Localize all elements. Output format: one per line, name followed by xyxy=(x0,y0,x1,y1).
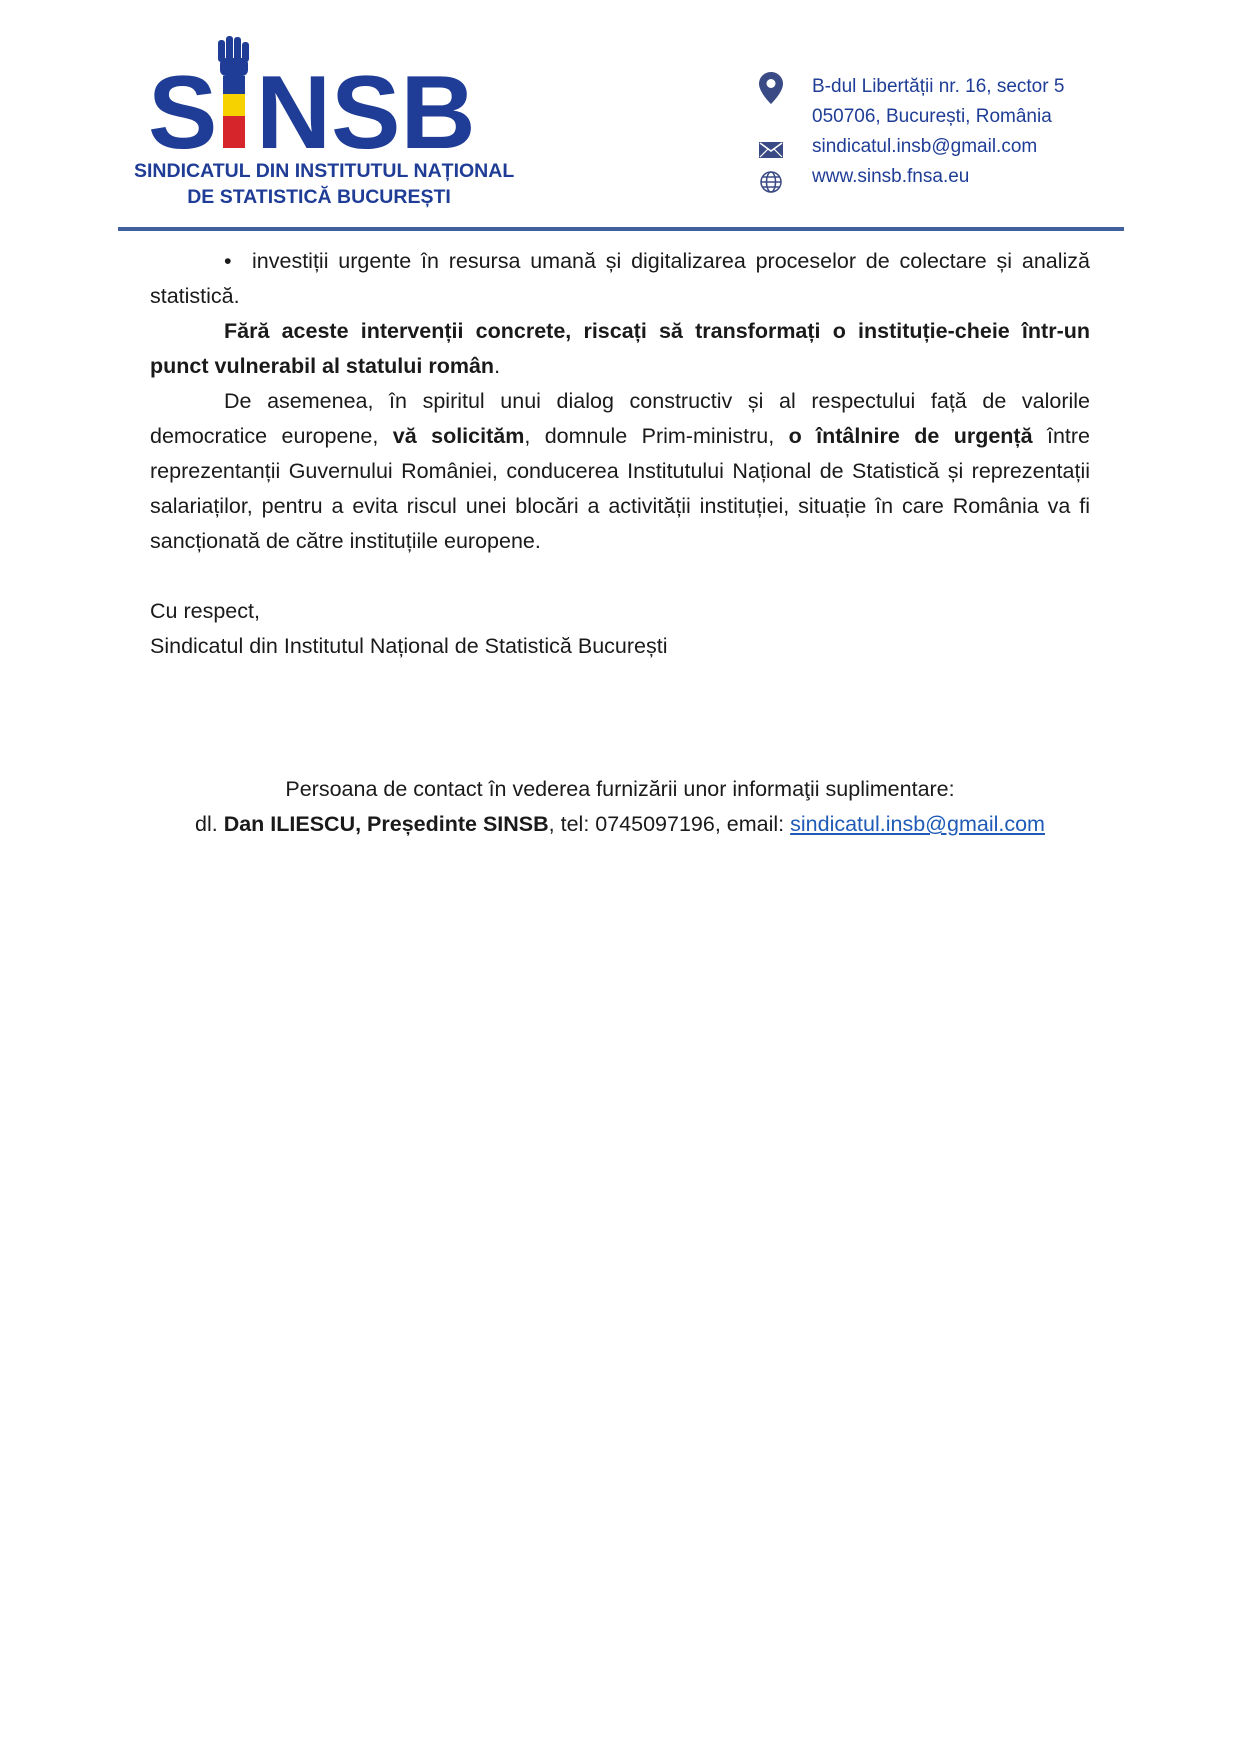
bullet-text: investiții urgente în resursa umană și digitalizarea proceselor de colectare și analiză statistică. xyxy=(150,249,1090,308)
fist-icon xyxy=(218,36,249,148)
request-text-a: De asemenea, în spiritul unui dialog constructiv și al respectului față de valorile democratice europene, xyxy=(150,389,1090,448)
letter-body xyxy=(150,244,1090,664)
location-pin-icon xyxy=(756,72,786,104)
svg-text:S: S xyxy=(148,55,218,154)
logo-wordmark xyxy=(148,34,488,154)
bullet-symbol: • xyxy=(224,249,232,273)
contact-details xyxy=(150,807,1090,842)
globe-icon xyxy=(756,170,786,194)
warning-bold: Fără aceste intervenții concrete, riscați să transformați o instituție-cheie într-un punct vulnerabil al statului român xyxy=(150,319,1090,378)
paragraph-warning xyxy=(150,314,1090,384)
request-bold-1: vă solicităm xyxy=(392,424,525,448)
contact-phone: , tel: 0745097196, email: xyxy=(548,812,791,836)
address-line1: B-dul Libertății nr. 16, sector 5 xyxy=(812,76,1065,97)
request-bold-2: o întâlnire de urgență xyxy=(788,424,1033,448)
request-text-c: între reprezentanții Guvernului României, conducerea Institutului Național de Statistică și reprezentații salariaților, pentru a evita riscul unei blocări a activității instituției, situație în care România va fi sancționată de către instituțiile europene. xyxy=(150,424,1091,553)
contact-name: Dan ILIESCU, Președinte SINSB xyxy=(223,812,549,836)
logo-subtitle-line1: SINDICATUL DIN INSTITUTUL NAȚIONAL xyxy=(134,160,515,182)
logo-subtitle-line2: DE STATISTICĂ BUCUREȘTI xyxy=(187,186,451,208)
request-text-b: , domnule Prim-ministru, xyxy=(524,424,789,448)
contact-prefix: dl. xyxy=(195,812,224,836)
contact-person xyxy=(150,772,1090,842)
address-line2: 050706, București, România xyxy=(812,106,1052,127)
contact-intro: Persoana de contact în vederea furnizării unor informaţii suplimentare: xyxy=(285,777,955,801)
closing: Cu respect, xyxy=(150,599,260,623)
header-divider xyxy=(118,227,1124,231)
contact-email-link[interactable]: sindicatul.insb@gmail.com xyxy=(790,812,1045,836)
paragraph-request xyxy=(150,384,1090,559)
svg-text:NSB: NSB xyxy=(256,55,476,154)
sinsb-logo xyxy=(134,34,524,214)
envelope-icon xyxy=(756,142,786,158)
header-email[interactable]: sindicatul.insb@gmail.com xyxy=(812,136,1038,157)
header-website[interactable]: www.sinsb.fnsa.eu xyxy=(812,166,970,187)
bullet-item xyxy=(150,244,1090,314)
signature: Sindicatul din Institutul Național de Statistică București xyxy=(150,634,668,658)
warning-end: . xyxy=(494,354,501,378)
